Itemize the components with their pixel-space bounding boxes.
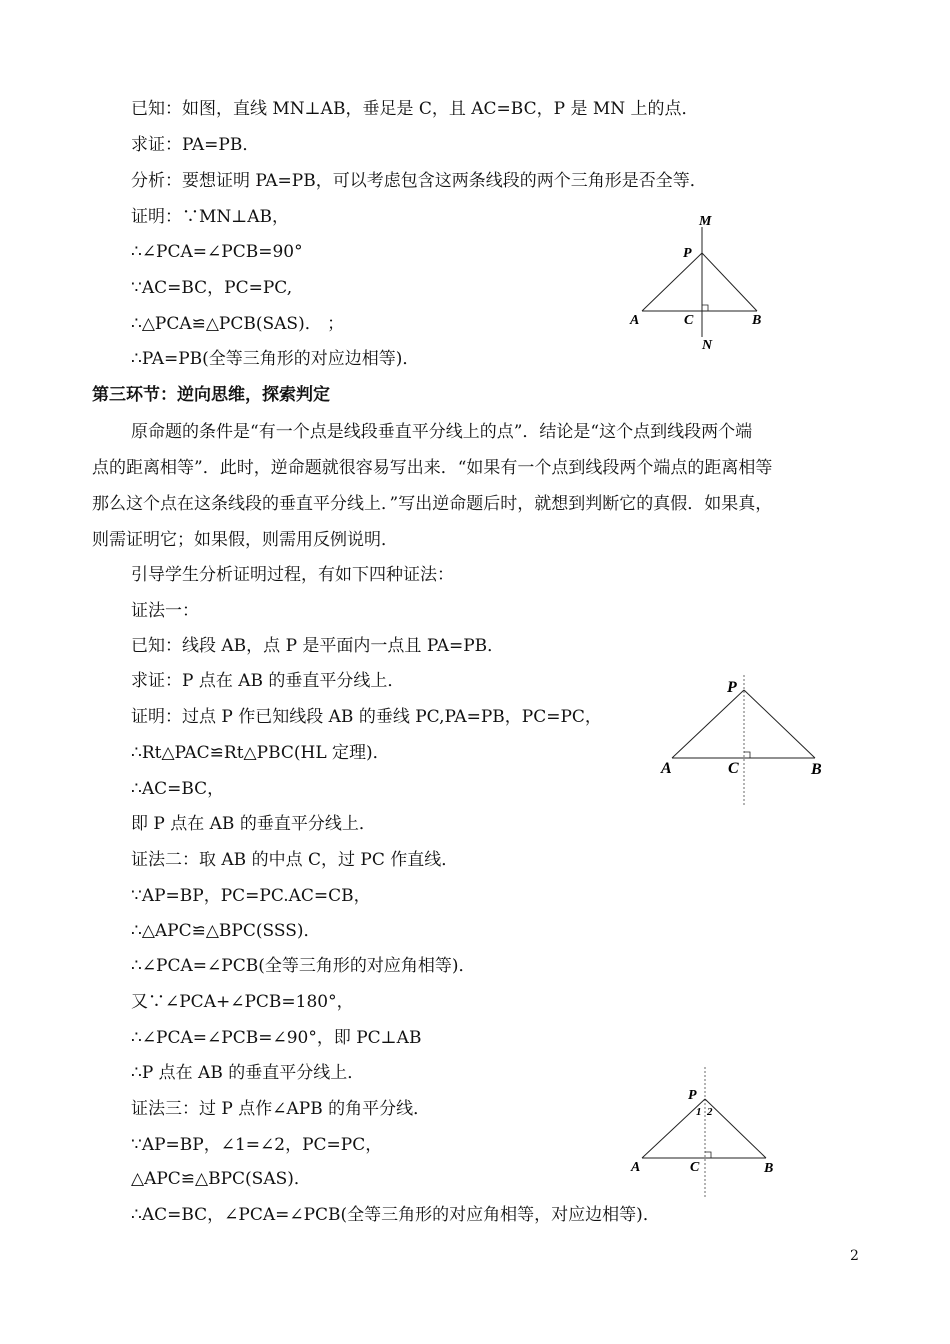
proof-line: ∴PA=PB(全等三角形的对应边相等)． <box>131 349 420 369</box>
label-p: P <box>688 1088 697 1103</box>
right-angle-mark <box>744 752 750 758</box>
method3-line: △APC≌△BPC(SAS)． <box>131 1169 311 1189</box>
label-b: B <box>752 313 762 328</box>
proof-line: ∵AC=BC，PC=PC, <box>131 278 293 298</box>
method2-line: ∴△APC≌△BPC(SSS)． <box>131 921 321 941</box>
given-statement: 已知：如图，直线 MN⊥AB，垂足是 C，且 AC=BC，P 是 MN 上的点． <box>131 99 699 119</box>
label-c: C <box>728 760 739 777</box>
right-angle-mark <box>702 305 708 311</box>
figure-method1 <box>650 670 850 810</box>
method2-line: ∴∠PCA=∠PCB=∠90°，即 PC⊥AB <box>131 1028 422 1048</box>
label-b: B <box>811 761 822 778</box>
paragraph-line: 那么这个点在这条线段的垂直平分线上．”写出逆命题后时，就想到判断它的真假．如果真， <box>92 494 773 514</box>
label-c: C <box>690 1160 700 1175</box>
proof-line: 证明：∵MN⊥AB， <box>131 207 290 227</box>
section-heading: 第三环节：逆向思维，探索判定 <box>92 385 330 405</box>
method1-title: 证法一： <box>131 601 199 621</box>
proof-line: ∴∠PCA=∠PCB=90° <box>131 242 303 262</box>
label-b: B <box>764 1161 774 1176</box>
label-n: N <box>702 338 713 353</box>
paragraph-line: 原命题的条件是“有一个点是线段垂直平分线上的点”．结论是“这个点到线段两个端 <box>131 422 753 442</box>
method3-line: 证法三：过 P 点作∠APB 的角平分线． <box>131 1099 431 1119</box>
prove-statement: 求证：PA=PB． <box>131 135 260 155</box>
label-p: P <box>727 679 737 696</box>
method3-line: ∵AP=BP，∠1=∠2，PC=PC， <box>131 1135 383 1155</box>
method1-proof-line: 即 P 点在 AB 的垂直平分线上． <box>131 814 376 834</box>
label-a: A <box>661 760 672 777</box>
label-a: A <box>630 313 640 328</box>
method1-proof-line: ∴Rt△PAC≌Rt△PBC(HL 定理)． <box>131 743 390 763</box>
label-a: A <box>631 1160 641 1175</box>
label-angle-2: 2 <box>707 1106 713 1118</box>
segment-pb <box>702 253 757 311</box>
method1-proof-line: ∴AC=BC， <box>131 779 225 799</box>
segment-pb <box>744 690 815 758</box>
segment-pb <box>705 1099 766 1158</box>
right-angle-mark <box>705 1152 711 1158</box>
analysis-statement: 分析：要想证明 PA=PB，可以考虑包含这两条线段的两个三角形是否全等． <box>131 171 707 191</box>
segment-pa <box>642 253 702 311</box>
proof-line: ∴△PCA≌△PCB(SAS)． ； <box>131 314 345 334</box>
label-angle-1: 1 <box>696 1106 702 1118</box>
figure-method3 <box>625 1065 795 1205</box>
method2-line: ∴∠PCA=∠PCB(全等三角形的对应角相等)． <box>131 956 476 976</box>
method2-line: ∵AP=BP，PC=PC.AC=CB， <box>131 886 371 906</box>
method1-prove: 求证：P 点在 AB 的垂直平分线上． <box>131 671 405 691</box>
label-m: M <box>699 214 712 229</box>
method2-line: 又∵∠PCA+∠PCB=180°， <box>131 992 354 1012</box>
paragraph-line: 则需证明它；如果假，则需用反例说明． <box>92 530 398 550</box>
method2-line: ∴P 点在 AB 的垂直平分线上． <box>131 1063 365 1083</box>
page-number: 2 <box>850 1248 859 1264</box>
figure-perpendicular-bisector-mn <box>620 205 780 355</box>
label-p: P <box>683 246 692 261</box>
paragraph-line: 点的距离相等”．此时，逆命题就很容易写出来．“如果有一个点到线段两个端点的距离相等 <box>92 458 773 478</box>
method1-given: 已知：线段 AB，点 P 是平面内一点且 PA=PB． <box>131 636 505 656</box>
method1-proof-line: 证明：过点 P 作已知线段 AB 的垂线 PC,PA=PB，PC=PC， <box>131 707 602 727</box>
label-c: C <box>684 313 694 328</box>
guide-line: 引导学生分析证明过程，有如下四种证法： <box>131 565 454 585</box>
method3-line: ∴AC=BC，∠PCA=∠PCB(全等三角形的对应角相等，对应边相等)． <box>131 1205 660 1225</box>
segment-pa <box>672 690 744 758</box>
method2-line: 证法二：取 AB 的中点 C，过 PC 作直线． <box>131 850 459 870</box>
